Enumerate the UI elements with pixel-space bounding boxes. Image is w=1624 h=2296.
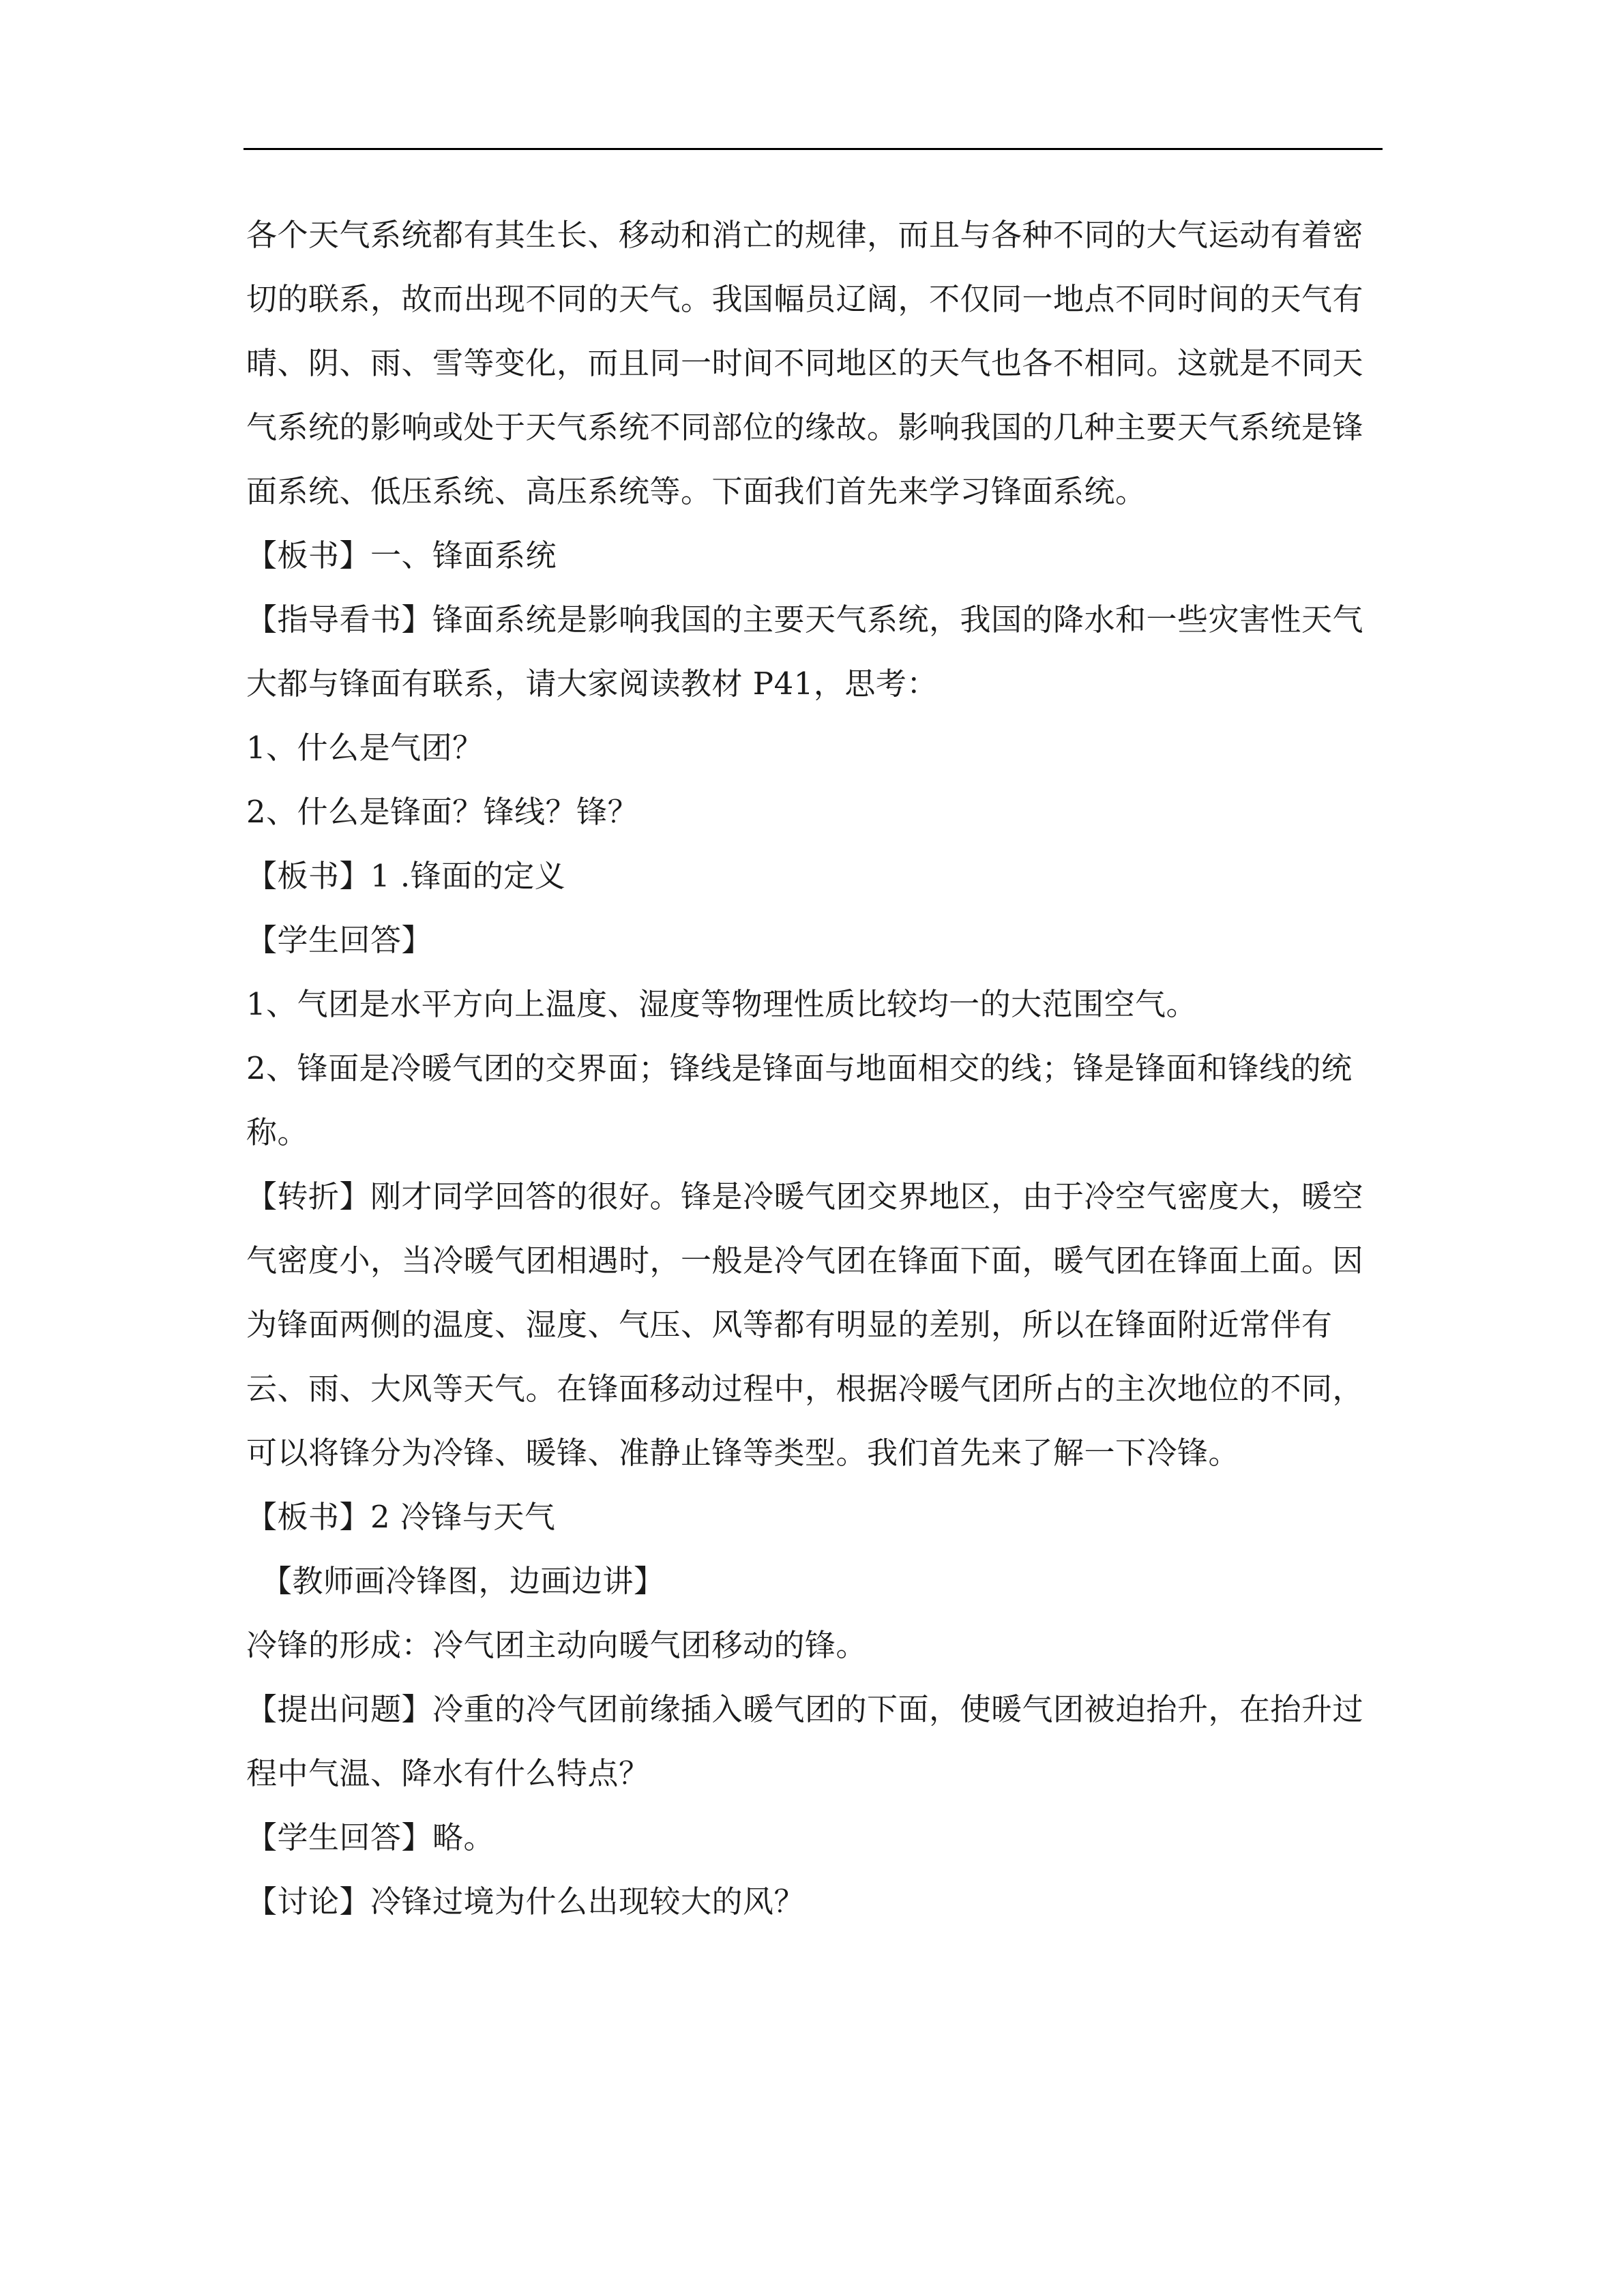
board-heading-front-system: 【板书】一、锋面系统 — [246, 537, 557, 573]
answer-2: 2、锋面是冷暖气团的交界面；锋线是锋面与地面相交的线；锋是锋面和锋线的统称。 — [246, 1050, 1353, 1150]
question-paragraph: 【提出问题】冷重的冷气团前缘插入暖气团的下面，使暖气团被迫抬升，在抬升过程中气温、降水有什么特点？ — [246, 1691, 1364, 1791]
answer-1: 1、气团是水平方向上温度、湿度等物理性质比较均一的大范围空气。 — [246, 986, 1198, 1022]
student-answer-label: 【学生回答】 — [246, 922, 433, 958]
board-heading-cold-front: 【板书】2 冷锋与天气 — [246, 1499, 556, 1535]
board-heading-front-definition: 【板书】1 .锋面的定义 — [246, 858, 566, 894]
student-answer-brief: 【学生回答】略。 — [246, 1819, 495, 1855]
cold-front-formation: 冷锋的形成：冷气团主动向暖气团移动的锋。 — [246, 1627, 868, 1663]
header-rule — [243, 148, 1383, 150]
discussion-paragraph: 【讨论】冷锋过境为什么出现较大的风？ — [246, 1883, 806, 1920]
question-1: 1、什么是气团？ — [246, 730, 484, 766]
intro-paragraph: 各个天气系统都有其生长、移动和消亡的规律，而且与各种不同的大气运动有着密切的联系，故而出现不同的天气。我国幅员辽阔，不仅同一地点不同时间的天气有晴、阴、雨、雪等变化，而且同一时间不同地区的天气也各不相同。这就是不同天气系统的影响或处于天气系统不同部位的缘故。影响我国的几种主要天气系统是锋面系统、低压系统、高压系统等。下面我们首先来学习锋面系统。 — [246, 217, 1364, 509]
reading-guide-paragraph: 【指导看书】锋面系统是影响我国的主要天气系统，我国的降水和一些灾害性天气大都与锋面有联系，请大家阅读教材 P41，思考： — [246, 601, 1364, 702]
document-body — [246, 203, 1378, 1934]
transition-paragraph: 【转折】刚才同学回答的很好。锋是冷暖气团交界地区，由于冷空气密度大，暖空气密度小，当冷暖气团相遇时，一般是冷气团在锋面下面，暖气团在锋面上面。因为锋面两侧的温度、湿度、气压、风等都有明显的差别，所以在锋面附近常伴有云、雨、大风等天气。在锋面移动过程中，根据冷暖气团所占的主次地位的不同，可以将锋分为冷锋、暖锋、准静止锋等类型。我们首先来了解一下冷锋。 — [246, 1178, 1364, 1471]
question-2: 2、什么是锋面？锋线？锋？ — [246, 794, 639, 830]
teacher-drawing-note: 【教师画冷锋图，边画边讲】 — [261, 1563, 665, 1599]
